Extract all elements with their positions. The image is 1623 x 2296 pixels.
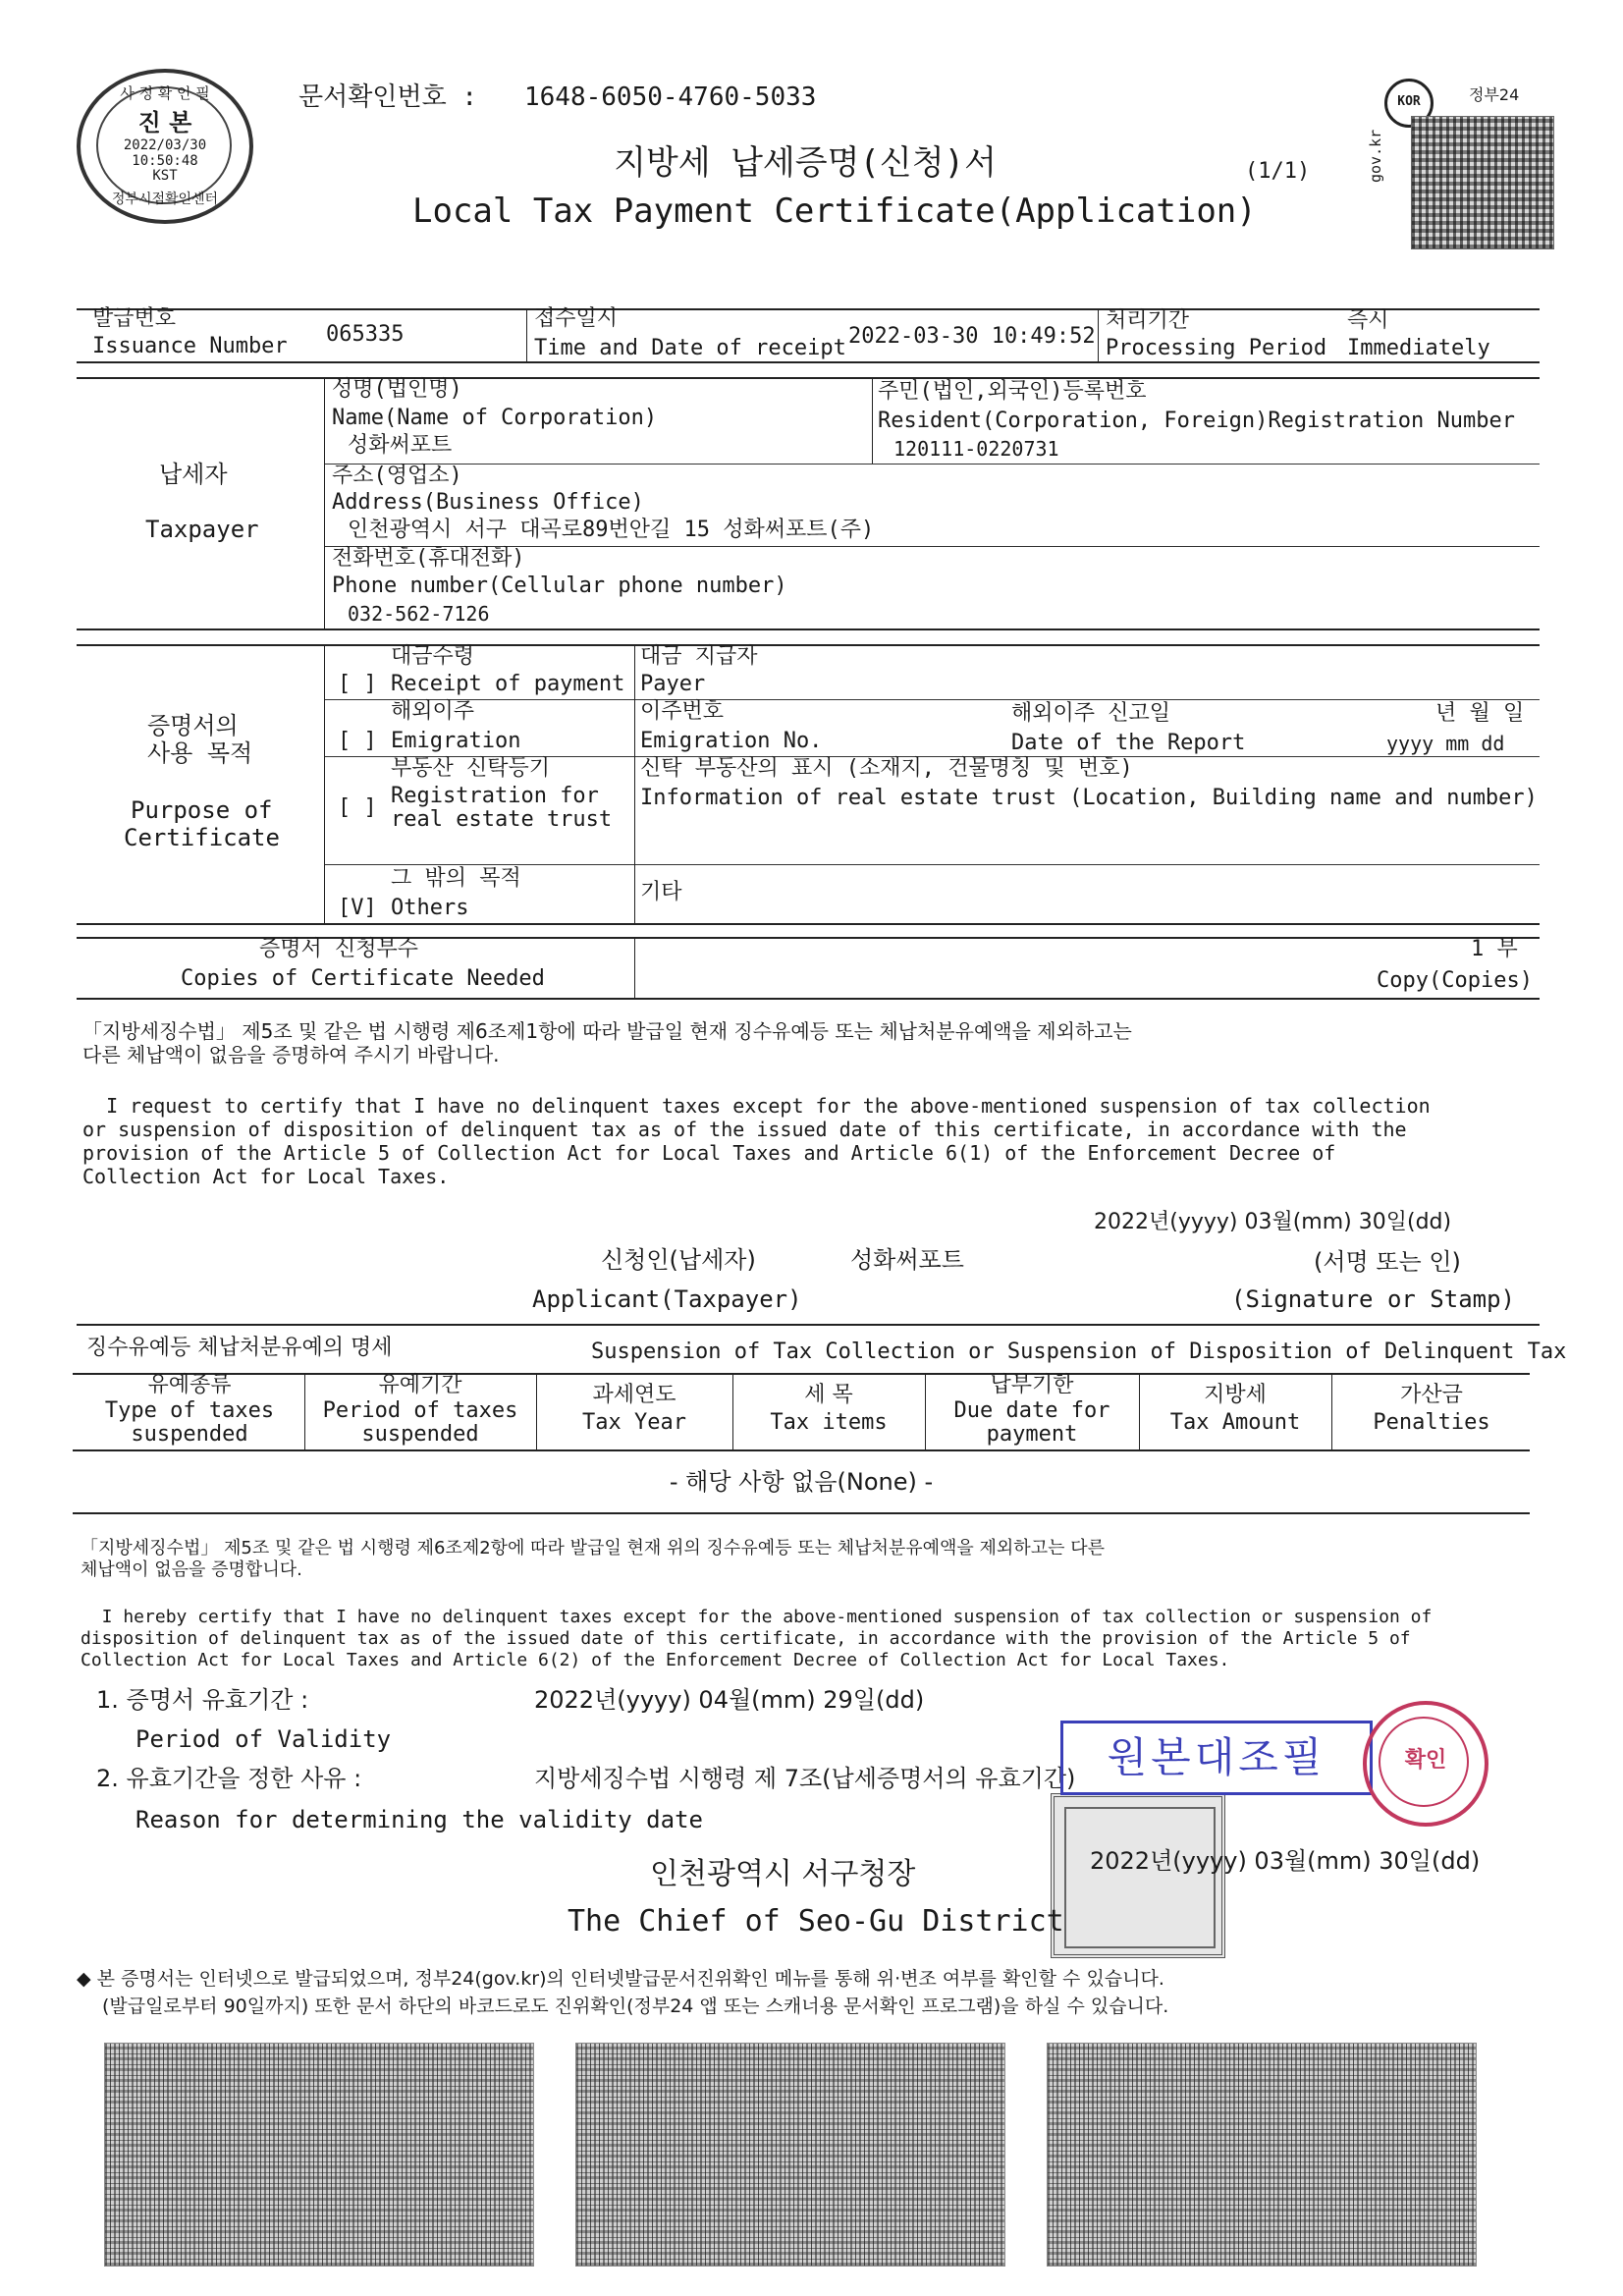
receipt-value: 2022-03-30 10:49:52 — [848, 324, 1096, 349]
issuance-number-value: 065335 — [326, 322, 405, 347]
reg-value: 120111-0220731 — [893, 437, 1059, 461]
copies-label-en: Copies of Certificate Needed — [181, 966, 545, 991]
validity-value: 2022년(yyyy) 04월(mm) 29일(dd) — [534, 1686, 925, 1714]
barcode-3 — [1047, 2043, 1477, 2267]
name-label-ko: 성명(법인명) — [332, 377, 462, 402]
trust-check[interactable]: [ ] — [338, 795, 377, 820]
copy-verified-stamp: 원본대조필 — [1060, 1721, 1373, 1795]
applicant-label-en: Applicant(Taxpayer) — [532, 1285, 802, 1313]
red-verification-seal: 확인 — [1363, 1701, 1488, 1827]
col-tax-year: 과세연도 Tax Year — [582, 1383, 686, 1435]
seal-top-text: 사 정 확 인 필 — [120, 84, 210, 102]
other-purpose-check[interactable]: [V] — [338, 896, 377, 920]
purpose-section-ko-2: 사용 목적 — [147, 739, 253, 767]
issuance-number-label-en: Issuance Number — [92, 334, 288, 358]
issue-date: 2022년(yyyy) 03월(mm) 30일(dd) — [1090, 1847, 1481, 1875]
sign-label-ko: (서명 또는 인) — [1314, 1248, 1461, 1276]
reason-value: 지방세징수법 시행령 제 7조(납세증명서의 유효기간) — [534, 1765, 1076, 1792]
phone-value: 032-562-7126 — [348, 602, 490, 626]
applicant-label-ko: 신청인(납세자) — [601, 1246, 756, 1274]
official-seal — [1051, 1793, 1225, 1958]
emigration-check[interactable]: [ ] — [338, 729, 377, 753]
trust-en-1: Registration for — [391, 784, 599, 808]
barcode-1 — [104, 2043, 534, 2267]
seal-date: 2022/03/30 — [123, 137, 207, 153]
ymd-en: yyyy mm dd — [1386, 732, 1505, 755]
other-purpose-en: Others — [391, 896, 469, 920]
processing-value-ko: 즉시 — [1347, 308, 1389, 333]
phone-label-en: Phone number(Cellular phone number) — [332, 574, 787, 598]
sign-label-en: (Signature or Stamp) — [1231, 1285, 1515, 1313]
purpose-section-ko-1: 증명서의 — [147, 712, 239, 739]
qr-code — [1411, 116, 1554, 249]
doc-confirm-label: 문서확인번호 : — [298, 82, 478, 112]
emigration-ko: 해외이주 — [391, 699, 475, 724]
issuer-ko: 인천광역시 서구청장 — [650, 1857, 916, 1891]
taxpayer-section-en: Taxpayer — [145, 516, 259, 543]
govkr-label: gov.kr — [1367, 129, 1384, 183]
title-english: Local Tax Payment Certificate(Application) — [412, 191, 1257, 231]
trust-desc-en: Information of real estate trust (Location, Building name and number) — [640, 786, 1538, 810]
receipt-of-payment-check[interactable]: [ ] — [338, 672, 377, 696]
processing-label-ko: 처리기간 — [1106, 308, 1190, 333]
report-date-en: Date of the Report — [1011, 731, 1246, 755]
original-seal-stamp — [77, 69, 253, 224]
doc-confirm-number: 1648-6050-4760-5033 — [524, 82, 817, 112]
footer-line-1: ◆ 본 증명서는 인터넷으로 발급되었으며, 정부24(gov.kr)의 인터넷발급문서진위확인 메뉴를 통해 위·변조 여부를 확인할 수 있습니다. — [77, 1968, 1164, 1990]
reg-label-ko: 주민(법인,외국인)등록번호 — [878, 379, 1147, 404]
reason-label-ko: 2. 유효기간을 정한 사유 : — [96, 1765, 362, 1792]
addr-label-ko: 주소(영업소) — [332, 464, 462, 488]
receipt-label-ko: 접수일시 — [534, 306, 619, 331]
purpose-section-en-1: Purpose of — [131, 796, 273, 824]
taxpayer-section-ko: 납세자 — [159, 461, 228, 488]
processing-value-en: Immediately — [1347, 336, 1490, 360]
emigration-no-ko: 이주번호 — [640, 699, 725, 724]
trust-en-2: real estate trust — [391, 807, 613, 832]
page-indicator: (1/1) — [1245, 159, 1311, 184]
name-label-en: Name(Name of Corporation) — [332, 406, 658, 430]
col-penalties: 가산금 Penalties — [1373, 1383, 1490, 1435]
suspension-title-en: Suspension of Tax Collection or Suspension of Disposition of Delinquent Tax — [591, 1339, 1567, 1364]
col-period: 유예기간 Period of taxes suspended — [322, 1373, 518, 1447]
request-date: 2022년(yyyy) 03월(mm) 30일(dd) — [1094, 1210, 1452, 1234]
col-due-date: 납부기한 Due date for payment — [953, 1373, 1110, 1447]
suspension-none: - 해당 사항 없음(None) - — [669, 1468, 934, 1496]
emigration-en: Emigration — [391, 729, 521, 753]
payer-ko: 대금 지급자 — [640, 644, 758, 669]
purpose-section-en-2: Certificate — [124, 824, 280, 851]
col-type: 유예종류 Type of taxes suspended — [104, 1373, 275, 1447]
addr-value: 인천광역시 서구 대곡로89번안길 15 성화써포트(주) — [348, 518, 875, 542]
other-purpose-value: 기타 — [640, 880, 682, 904]
copies-value-en: Copy(Copies) — [1377, 968, 1533, 993]
gov24-label: 정부24 — [1469, 85, 1520, 104]
receipt-of-payment-ko: 대금수령 — [391, 644, 475, 669]
trust-desc-ko: 신탁 부동산의 표시 (소재지, 건물명칭 및 번호) — [640, 756, 1133, 781]
col-tax-items: 세 목 Tax items — [770, 1383, 888, 1435]
emigration-no-en: Emigration No. — [640, 729, 823, 753]
request-text-ko: 「지방세징수법」 제5조 및 같은 법 시행령 제6조제1항에 따라 발급일 현재 징수유예등 또는 체납처분유예액을 제외하고는 다른 체납액이 없음을 증명하여 주시기 바랍니다. — [82, 1019, 1132, 1066]
validity-label-en: Period of Validity — [135, 1725, 392, 1753]
ymd-ko: 년 월 일 — [1435, 701, 1525, 726]
barcode-2 — [575, 2043, 1005, 2267]
applicant-name: 성화써포트 — [850, 1246, 964, 1274]
processing-label-en: Processing Period — [1106, 336, 1327, 360]
seal-bottom-text: 정부시점확인센터 — [111, 191, 219, 207]
seal-center-text: 진 본 — [137, 109, 192, 137]
payer-en: Payer — [640, 672, 706, 696]
col-tax-amount: 지방세 Tax Amount — [1169, 1383, 1301, 1435]
receipt-of-payment-en: Receipt of payment — [391, 672, 625, 696]
kor-badge-icon: KOR — [1384, 79, 1434, 128]
validity-label-ko: 1. 증명서 유효기간 : — [96, 1686, 309, 1714]
copies-value-ko: 1 부 — [1471, 937, 1518, 961]
copies-label-ko: 증명서 신청부수 — [259, 937, 419, 961]
reg-label-en: Resident(Corporation, Foreign)Registration Number — [878, 409, 1516, 433]
suspension-title-ko: 징수유예등 체납처분유예의 명세 — [86, 1336, 393, 1360]
issuance-number-label-ko: 발급번호 — [92, 306, 177, 331]
certify-text-en: I hereby certify that I have no delinquent taxes except for the above-mentioned suspension of tax collection or suspension of disposition of delinquent tax as of the issued date of this certificate, in accordance with the provision of the Article 5 of Collection Act for Local Taxes and Article 6(2) of the Enforcement Decree of Collection Act for Local Taxes. — [81, 1607, 1433, 1670]
other-purpose-ko: 그 밖의 목적 — [391, 866, 521, 891]
receipt-label-en: Time and Date of receipt — [534, 336, 846, 360]
footer-line-2: (발급일로부터 90일까지) 또한 문서 하단의 바코드로도 진위확인(정부24 앱 또는 스캐너용 문서확인 프로그램)을 하실 수 있습니다. — [102, 1995, 1169, 2017]
title-korean: 지방세 납세증명(신청)서 — [614, 143, 997, 183]
phone-label-ko: 전화번호(휴대전화) — [332, 546, 525, 571]
trust-ko: 부동산 신탁등기 — [391, 756, 551, 781]
reason-label-en: Reason for determining the validity date — [135, 1806, 703, 1833]
addr-label-en: Address(Business Office) — [332, 490, 644, 515]
issuer-en: The Chief of Seo-Gu District — [568, 1904, 1064, 1939]
request-text-en: I request to certify that I have no delinquent taxes except for the above-mentioned suspension of tax collection or suspension of disposition of delinquent tax as of the issued date of this certificate, in accordance with the provision of the Article 5 of Collection Act for Local Taxes and Article 6(1) of the Enforcement Decree of Collection Act for Local Taxes. — [82, 1094, 1431, 1188]
report-date-ko: 해외이주 신고일 — [1011, 701, 1171, 726]
name-value: 성화써포트 — [348, 433, 453, 458]
seal-time: 10:50:48 — [132, 153, 198, 169]
seal-tz: KST — [152, 168, 178, 184]
certify-text-ko: 「지방세징수법」 제5조 및 같은 법 시행령 제6조제2항에 따라 발급일 현재 위의 징수유예등 또는 체납처분유예액을 제외하고는 다른 체납액이 없음을 증명합니다. — [81, 1538, 1105, 1580]
